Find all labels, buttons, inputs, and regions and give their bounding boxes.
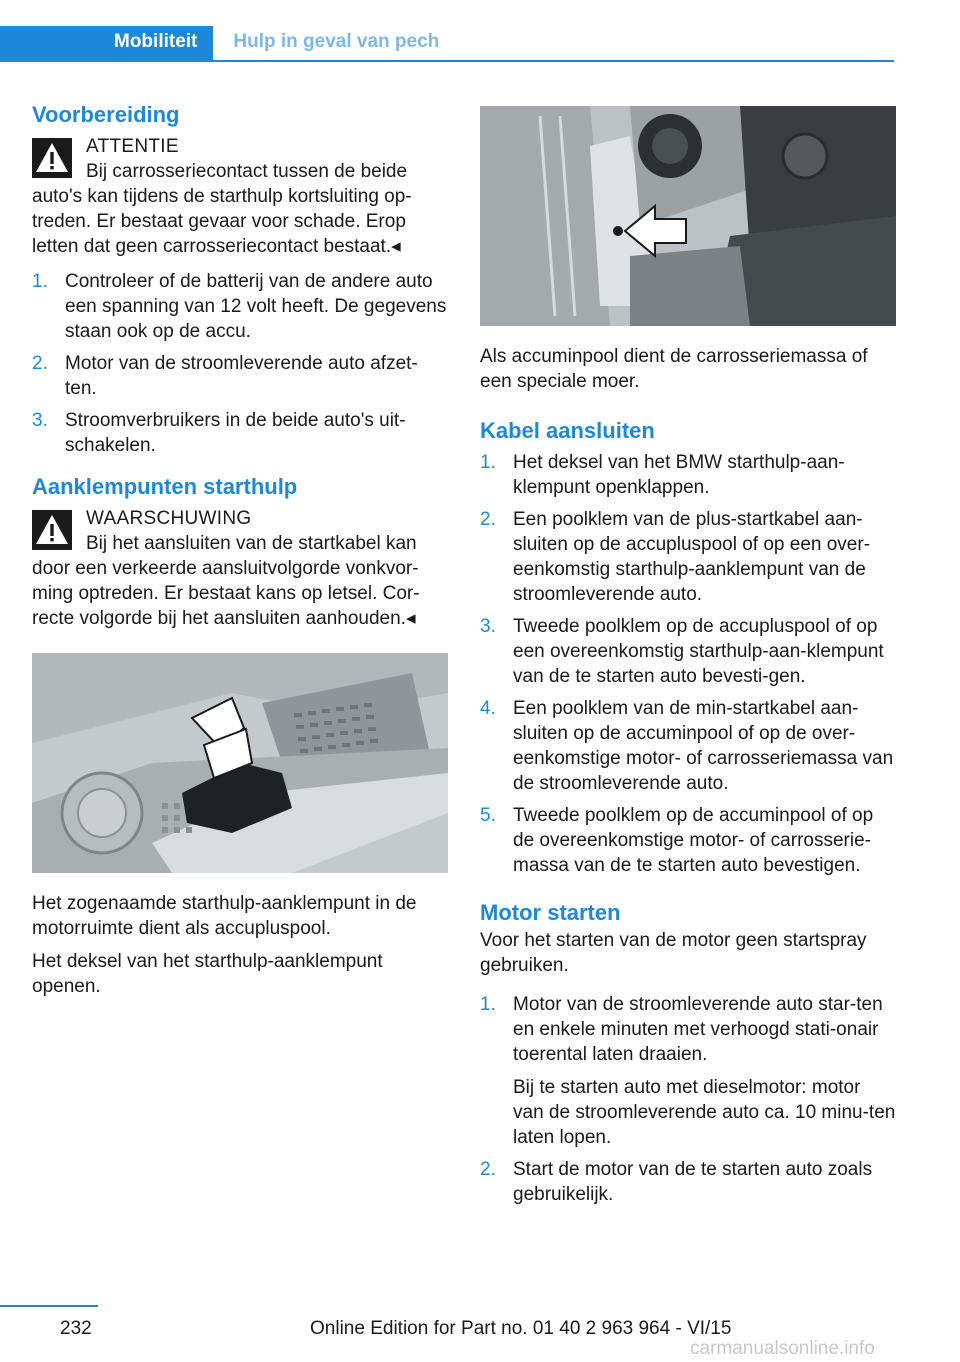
left-column (32, 100, 448, 1007)
warning-title: WAARSCHUWING (86, 508, 252, 529)
warning-text-first: Bij carrosseriecontact tussen de beide (86, 161, 408, 182)
right-column (480, 106, 896, 1214)
heading-motor-starten: Motor starten (480, 900, 621, 925)
warning-title: ATTENTIE (86, 136, 179, 157)
chapter-tab[interactable]: Hulp in geval van pech (233, 31, 440, 52)
warning-waarschuwing (32, 506, 448, 631)
cable-steps (480, 450, 896, 878)
list-item: 1. Het deksel van het BMW starthulp-aan-klempunt openklappen. (480, 452, 845, 498)
start-steps (480, 992, 896, 1207)
text-open-cover: Het deksel van het starthulp-aanklempunt openen. (32, 951, 383, 997)
header-bar (0, 26, 439, 60)
watermark: carmanualsonline.info (690, 1338, 875, 1359)
heading-aanklempunten: Aanklempunten starthulp (32, 474, 298, 499)
list-item-subtext: Bij te starten auto met dieselmotor: motor van de stroomleverende auto ca. 10 minu-ten laten lopen. (513, 1077, 896, 1148)
list-item: 3. Tweede poolklem op de accupluspool of op een overeenkomstig starthulp-aan-klempunt van de te starten auto bevesti-gen. (480, 616, 884, 687)
caption-ground-point: Als accuminpool dient de carrosseriemassa of een speciale moer. (480, 346, 868, 392)
list-item: 4. Een poolklem van de min-startkabel aan-sluiten op de accuminpool of op de over-eenkomstige motor- of carrosseriemassa van de stroomleverende auto. (480, 698, 894, 794)
preparation-steps (32, 269, 448, 458)
page-header (0, 26, 894, 62)
list-item: 2. Motor van de stroomleverende auto afzet-ten. (32, 353, 418, 399)
section-tab[interactable]: Mobiliteit (0, 26, 213, 60)
warning-text-rest: door een verkeerde aansluitvolgorde vonkvor-ming optreden. Er bestaat kans op letsel. Cor-recte volgorde bij het aansluiten aanhouden.◂ (32, 558, 420, 629)
list-item: 5. Tweede poolklem op de accuminpool of op de overeenkomstige motor- of carrosserie-massa van de te starten auto bevestigen. (480, 805, 874, 876)
caption-jumpstart-point: Het zogenaamde starthulp-aanklempunt in de motorruimte dient als accupluspool. (32, 893, 417, 939)
warning-attentie (32, 134, 448, 259)
list-item: 1. Motor van de stroomleverende auto star-ten en enkele minuten met verhoogd stati-onair toerental laten draaien. Bij te starten auto met dieselmotor: motor van de stroomleverende auto ca. 10 minu-ten laten lopen. (480, 994, 896, 1148)
list-item: 2. Start de motor van de te starten auto zoals gebruikelijk. (480, 1159, 873, 1205)
warning-triangle-icon (32, 510, 72, 550)
list-item: 3. Stroomverbruikers in de beide auto's uit-schakelen. (32, 410, 406, 456)
warning-text-first: Bij het aansluiten van de startkabel kan (86, 533, 417, 554)
footer-rule (0, 1305, 98, 1307)
warning-triangle-icon (32, 138, 72, 178)
page-number: 232 (60, 1318, 92, 1339)
heading-kabel-aansluiten: Kabel aansluiten (480, 418, 655, 443)
heading-voorbereiding: Voorbereiding (32, 102, 180, 127)
list-item: 1. Controleer of de batterij van de andere auto een spanning van 12 volt heeft. De gegevens staan ook op de accu. (32, 271, 447, 342)
photo-ground-point (480, 106, 896, 326)
edition-note: Online Edition for Part no. 01 40 2 963 964 - VI/15 (310, 1318, 732, 1339)
photo-jumpstart-terminal (32, 653, 448, 873)
text-no-startspray: Voor het starten van de motor geen startspray gebruiken. (480, 930, 867, 976)
list-item: 2. Een poolklem van de plus-startkabel aan-sluiten op de accupluspool of op een over-eenkomstig starthulp-aanklempunt van de stroomleverende auto. (480, 509, 871, 605)
warning-text-rest: auto's kan tijdens de starthulp kortsluiting op-treden. Er bestaat gevaar voor schade. Erop letten dat geen carrosseriecontact bestaat.◂ (32, 186, 412, 257)
